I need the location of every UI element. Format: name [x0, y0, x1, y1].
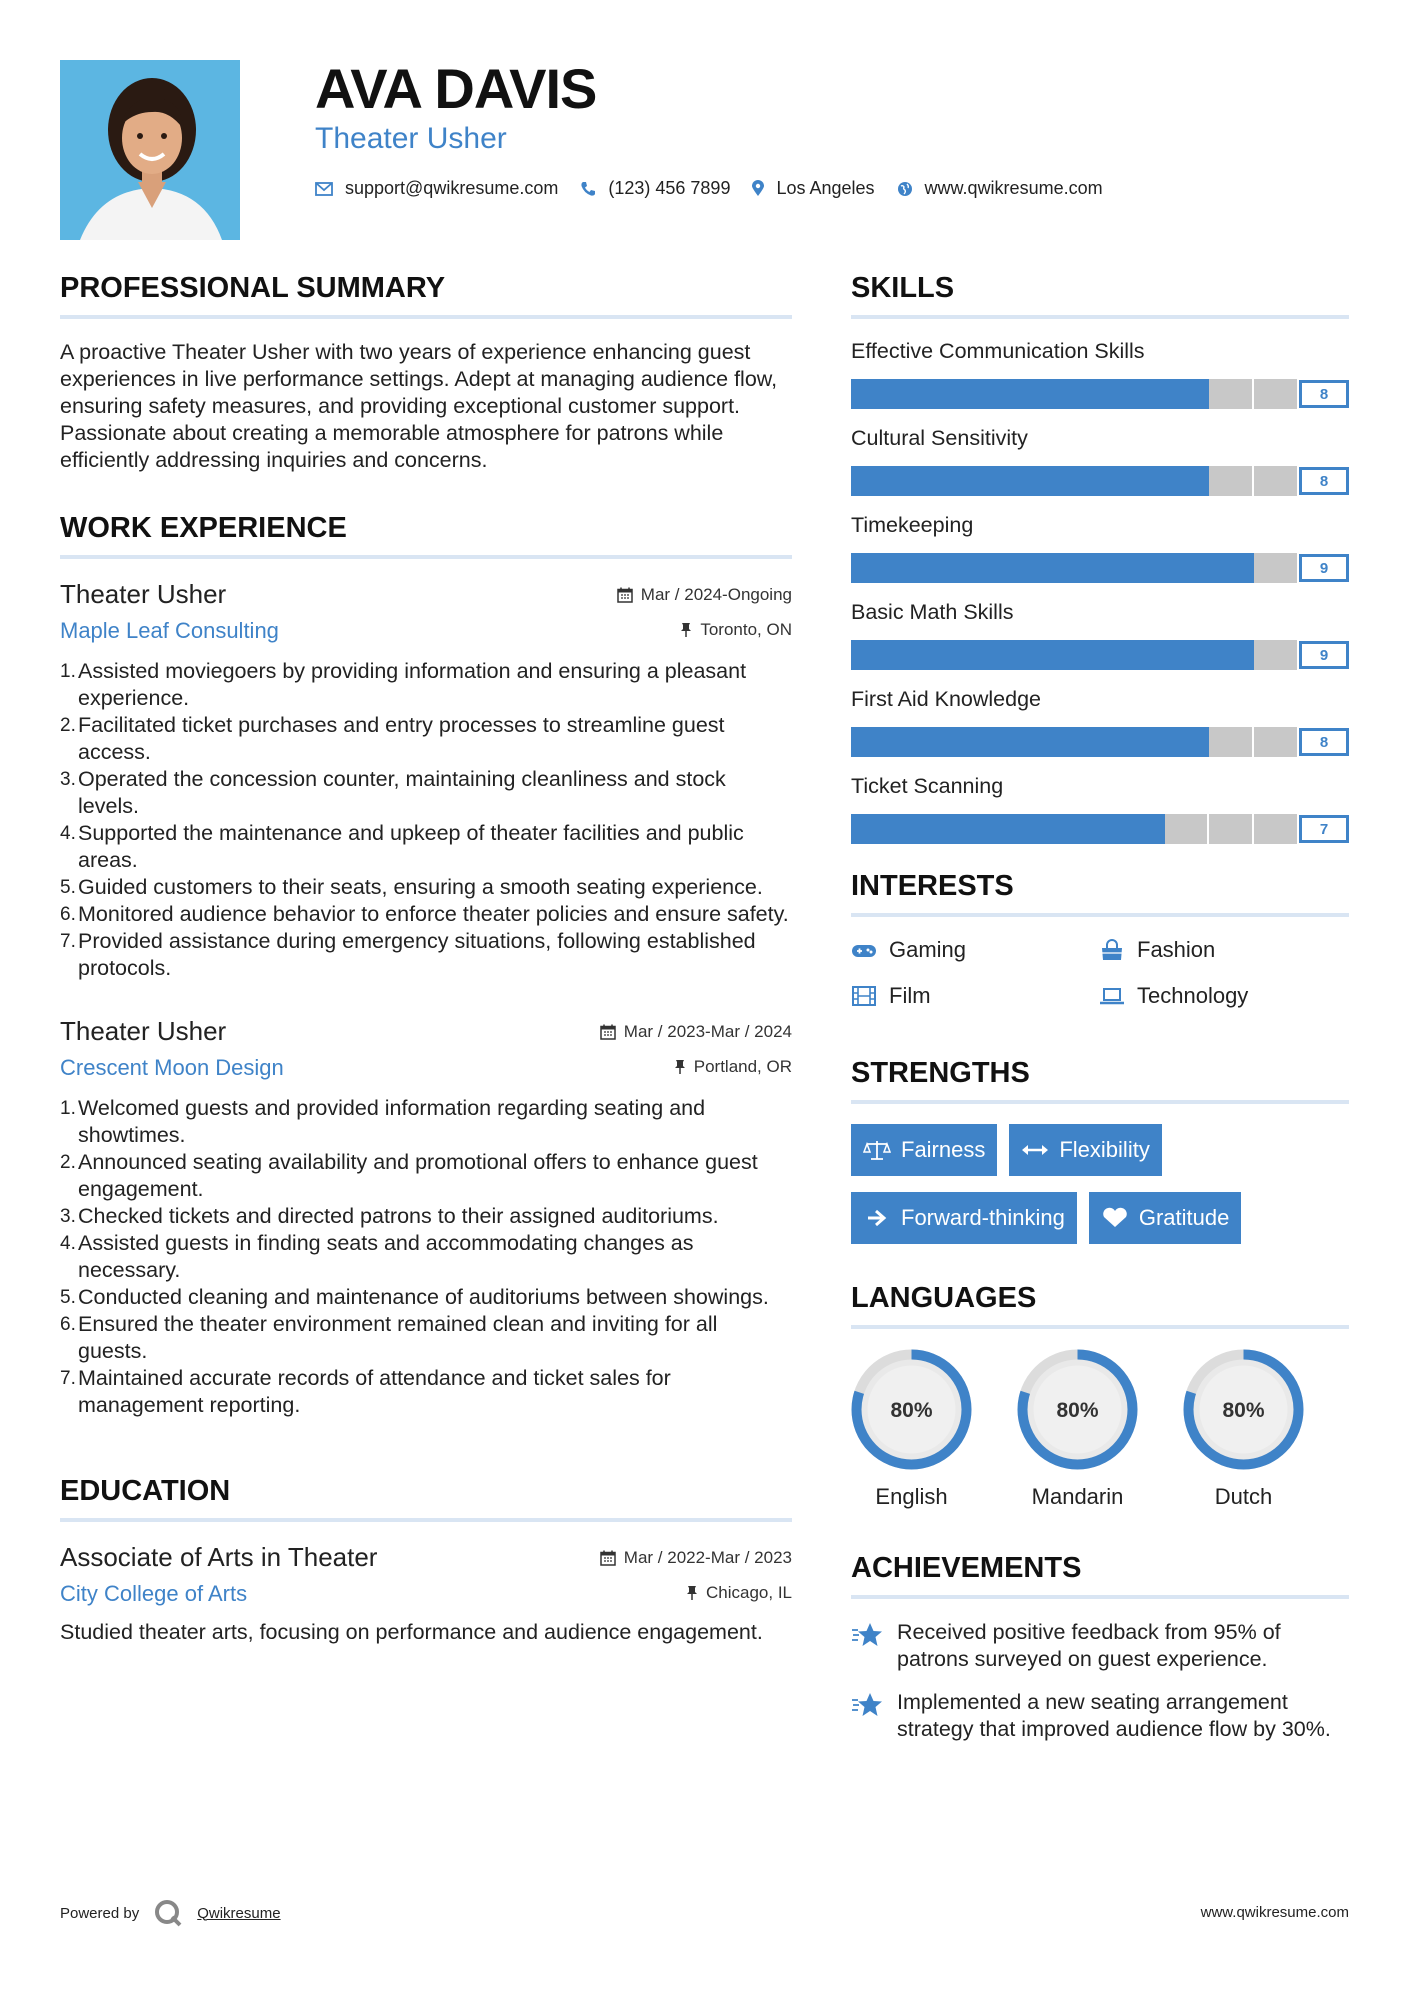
strengths-heading: STRENGTHS — [851, 1057, 1349, 1104]
skill-bar — [851, 379, 1349, 409]
degree-title: Associate of Arts in Theater — [60, 1542, 378, 1572]
strengths-list — [851, 1124, 1349, 1244]
contact-email-text: support@qwikresume.com — [345, 178, 559, 198]
skill-segment-empty — [1254, 814, 1297, 844]
contact-phone[interactable] — [580, 178, 730, 199]
skill-segment-empty — [1254, 553, 1297, 583]
interest-label: Gaming — [889, 937, 967, 962]
skill-segment-filled — [1030, 814, 1075, 844]
job-company: Maple Leaf Consulting — [60, 618, 279, 643]
skill-name: First Aid Knowledge — [851, 687, 1042, 711]
skill-level-badge: 8 — [1299, 380, 1349, 408]
languages-heading: LANGUAGES — [851, 1282, 1349, 1329]
skills-heading: SKILLS — [851, 272, 1349, 319]
strength-label: Flexibility — [1059, 1137, 1150, 1162]
skill-segment-empty — [1209, 466, 1252, 496]
job-location — [674, 1057, 792, 1077]
contact-phone-text: (123) 456 7899 — [608, 178, 731, 198]
skill-segment-filled — [896, 379, 941, 409]
skill-segment-filled — [1165, 553, 1210, 583]
skill-bar — [851, 466, 1349, 496]
interest-label: Fashion — [1137, 937, 1216, 962]
achievement-item — [851, 1689, 1349, 1743]
experience-heading: WORK EXPERIENCE — [60, 512, 792, 559]
list-item: Maintained accurate records of attendance and ticket sales for management reporting. — [78, 1366, 671, 1417]
language-percent: 80% — [890, 1399, 933, 1422]
list-item: Assisted guests in finding seats and accommodating changes as necessary. — [78, 1231, 694, 1282]
skills-list — [851, 339, 1349, 844]
qwikresume-logo-icon — [153, 1898, 183, 1928]
skill-level-badge: 7 — [1299, 815, 1349, 843]
skill-segment-filled — [1030, 727, 1075, 757]
strength-badge — [851, 1192, 1077, 1244]
skill-item — [851, 600, 1349, 670]
job-dates-text: Mar / 2024-Ongoing — [640, 585, 792, 604]
contact-location-text: Los Angeles — [776, 178, 875, 198]
skill-bar — [851, 553, 1349, 583]
skill-segment-filled — [1075, 553, 1120, 583]
achievement-item — [851, 1619, 1349, 1673]
skill-bar — [851, 640, 1349, 670]
contact-email[interactable] — [315, 178, 558, 199]
list-item: Supported the maintenance and upkeep of theater facilities and public areas. — [78, 821, 744, 872]
skill-segment-filled — [985, 466, 1030, 496]
skill-name: Cultural Sensitivity — [851, 426, 1028, 450]
profile-photo-illustration — [60, 60, 240, 240]
star-icon — [851, 1621, 883, 1649]
skill-segment-filled — [1075, 466, 1120, 496]
arrow-right-icon — [863, 1207, 891, 1229]
skill-segment-filled — [1030, 379, 1075, 409]
skill-segment-filled — [941, 379, 986, 409]
footer-powered-by — [60, 1898, 281, 1928]
skill-item — [851, 687, 1349, 757]
job-dates — [600, 1022, 792, 1042]
achievements-heading: ACHIEVEMENTS — [851, 1552, 1349, 1599]
candidate-name: AVA DAVIS — [315, 57, 597, 120]
job-bullets — [60, 1095, 792, 1419]
skill-segment-filled — [1209, 640, 1254, 670]
strength-badge — [1089, 1192, 1242, 1244]
footer-website[interactable]: www.qwikresume.com — [1200, 1904, 1349, 1921]
heart-icon — [1101, 1207, 1129, 1229]
skill-segment-filled — [896, 814, 941, 844]
left-column — [60, 272, 792, 1646]
candidate-title: Theater Usher — [315, 122, 507, 155]
contact-location — [752, 178, 874, 199]
skill-bar — [851, 727, 1349, 757]
skill-segment-filled — [1120, 814, 1165, 844]
list-item: Checked tickets and directed patrons to their assigned auditoriums. — [78, 1204, 719, 1228]
job-title: Theater Usher — [60, 579, 227, 609]
pushpin-icon — [686, 1585, 698, 1601]
skill-level-badge: 8 — [1299, 728, 1349, 756]
skill-segment-filled — [1165, 640, 1210, 670]
skill-level-badge: 9 — [1299, 641, 1349, 669]
strength-badge — [1009, 1124, 1161, 1176]
job-location-text: Toronto, ON — [700, 620, 792, 639]
language-name: English — [875, 1484, 948, 1509]
calendar-icon — [600, 1024, 616, 1040]
skill-segment-filled — [1075, 640, 1120, 670]
education-dates — [600, 1548, 792, 1568]
phone-icon — [580, 181, 596, 197]
skill-segment-empty — [1165, 814, 1208, 844]
strength-label: Fairness — [901, 1137, 986, 1162]
skill-segment-filled — [985, 553, 1030, 583]
skill-segment-filled — [985, 814, 1030, 844]
interest-item — [851, 983, 1099, 1009]
education-location — [686, 1583, 792, 1603]
skill-segment-filled — [985, 727, 1030, 757]
skill-segment-filled — [1030, 640, 1075, 670]
skill-segment-filled — [1120, 466, 1165, 496]
achievement-text: Received positive feedback from 95% of patrons surveyed on guest experience. — [897, 1620, 1281, 1671]
interest-item — [1099, 983, 1347, 1009]
pushpin-icon — [680, 622, 692, 638]
skill-segment-filled — [1165, 466, 1210, 496]
contact-website[interactable] — [897, 178, 1103, 199]
skill-segment-filled — [1209, 553, 1254, 583]
language-percent: 80% — [1056, 1399, 1099, 1422]
calendar-icon — [617, 587, 633, 603]
list-item: Monitored audience behavior to enforce theater policies and ensure safety. — [78, 902, 789, 926]
skill-segment-filled — [941, 814, 986, 844]
contact-bar — [315, 178, 1125, 199]
summary-heading: PROFESSIONAL SUMMARY — [60, 272, 792, 319]
calendar-icon — [600, 1550, 616, 1566]
language-ring — [851, 1349, 972, 1470]
languages-list — [851, 1349, 1349, 1510]
interests-heading: INTERESTS — [851, 870, 1349, 917]
skill-name: Timekeeping — [851, 513, 974, 537]
skill-segment-empty — [1254, 466, 1297, 496]
map-pin-icon — [752, 180, 764, 197]
language-name: Dutch — [1214, 1484, 1273, 1509]
language-name: Mandarin — [1031, 1484, 1124, 1509]
strength-badge — [851, 1124, 997, 1176]
skill-level-badge: 9 — [1299, 554, 1349, 582]
skill-segment-filled — [851, 553, 896, 583]
pushpin-icon — [674, 1059, 686, 1075]
contact-website-text: www.qwikresume.com — [924, 178, 1103, 198]
skill-name: Effective Communication Skills — [851, 339, 1145, 363]
skill-segment-filled — [896, 727, 941, 757]
film-icon — [851, 985, 877, 1007]
skill-name: Basic Math Skills — [851, 600, 1014, 624]
job-dates-text: Mar / 2023-Mar / 2024 — [623, 1022, 792, 1041]
gamepad-icon — [851, 939, 877, 961]
skill-segment-filled — [1165, 727, 1210, 757]
language-item — [1183, 1349, 1304, 1510]
skill-segment-filled — [851, 814, 896, 844]
skill-segment-filled — [1120, 379, 1165, 409]
balance-scale-icon — [863, 1139, 891, 1161]
skill-segment-filled — [851, 466, 896, 496]
profile-photo — [60, 60, 240, 240]
skill-item — [851, 774, 1349, 844]
skill-segment-filled — [1030, 553, 1075, 583]
skill-segment-empty — [1209, 379, 1252, 409]
skill-segment-filled — [1075, 379, 1120, 409]
skill-item — [851, 513, 1349, 583]
shopping-bag-icon — [1099, 939, 1125, 961]
skill-segment-filled — [1165, 379, 1210, 409]
skill-segment-filled — [985, 379, 1030, 409]
job-company: Crescent Moon Design — [60, 1055, 284, 1080]
skill-item — [851, 339, 1349, 409]
language-ring — [1183, 1349, 1304, 1470]
skill-segment-filled — [985, 640, 1030, 670]
star-icon — [851, 1691, 883, 1719]
job-location-text: Portland, OR — [693, 1057, 792, 1076]
interest-label: Technology — [1137, 983, 1249, 1008]
achievements-list — [851, 1619, 1349, 1743]
job-title: Theater Usher — [60, 1016, 227, 1046]
education-dates-text: Mar / 2022-Mar / 2023 — [623, 1548, 792, 1567]
school-name: City College of Arts — [60, 1581, 248, 1606]
skill-segment-filled — [896, 553, 941, 583]
skill-segment-empty — [1254, 727, 1297, 757]
list-item: Guided customers to their seats, ensuring a smooth seating experience. — [78, 875, 763, 899]
achievement-text: Implemented a new seating arrangement strategy that improved audience flow by 30%. — [897, 1690, 1331, 1741]
skill-segment-filled — [851, 640, 896, 670]
job-location — [680, 620, 792, 640]
list-item: Provided assistance during emergency situations, following established protocols. — [78, 929, 756, 980]
job-bullets — [60, 658, 792, 982]
skill-segment-filled — [851, 727, 896, 757]
list-item: Announced seating availability and promotional offers to enhance guest engagement. — [78, 1150, 758, 1201]
skill-segment-filled — [851, 379, 896, 409]
interest-item — [851, 937, 1099, 963]
skill-segment-filled — [896, 466, 941, 496]
globe-icon — [897, 181, 913, 197]
skill-bar — [851, 814, 1349, 844]
list-item: Conducted cleaning and maintenance of auditoriums between showings. — [78, 1285, 769, 1309]
interest-item — [1099, 937, 1347, 963]
qwikresume-link[interactable]: Qwikresume — [197, 1904, 281, 1922]
list-item: Assisted moviegoers by providing information and ensuring a pleasant experience. — [78, 659, 747, 710]
skill-name: Ticket Scanning — [851, 774, 1004, 798]
skill-segment-filled — [1075, 727, 1120, 757]
strength-label: Gratitude — [1138, 1205, 1230, 1230]
summary-text: A proactive Theater Usher with two years of experience enhancing guest experiences in live performance settings. Adept at managing audience flow, ensuring safety measures, and providing exceptional customer support. Passionate about creating a memorable atmosphere for patrons while efficiently addressing inquiries and concerns. — [60, 340, 778, 472]
language-item — [851, 1349, 972, 1510]
skill-segment-filled — [1120, 727, 1165, 757]
job-entry — [60, 579, 792, 982]
skill-segment-filled — [1075, 814, 1120, 844]
laptop-icon — [1099, 985, 1125, 1007]
skill-segment-filled — [941, 640, 986, 670]
right-column — [851, 272, 1349, 1759]
job-dates — [617, 585, 792, 605]
skill-level-badge: 8 — [1299, 467, 1349, 495]
skill-segment-filled — [941, 727, 986, 757]
skill-segment-empty — [1209, 814, 1252, 844]
skill-segment-filled — [1120, 553, 1165, 583]
skill-segment-empty — [1209, 727, 1252, 757]
skill-segment-filled — [941, 553, 986, 583]
skill-segment-empty — [1254, 379, 1297, 409]
job-entry — [60, 1016, 792, 1419]
language-percent: 80% — [1222, 1399, 1265, 1422]
skill-segment-filled — [1030, 466, 1075, 496]
interests-list — [851, 937, 1349, 1009]
skill-segment-filled — [896, 640, 941, 670]
list-item: Operated the concession counter, maintaining cleanliness and stock levels. — [78, 767, 726, 818]
powered-by-label: Powered by — [60, 1904, 140, 1922]
skill-segment-filled — [941, 466, 986, 496]
list-item: Facilitated ticket purchases and entry processes to streamline guest access. — [78, 713, 725, 764]
list-item: Ensured the theater environment remained clean and inviting for all guests. — [78, 1312, 718, 1363]
list-item: Welcomed guests and provided information regarding seating and showtimes. — [78, 1096, 706, 1147]
language-item — [1017, 1349, 1138, 1510]
education-heading: EDUCATION — [60, 1475, 792, 1522]
envelope-icon — [315, 182, 333, 196]
language-ring — [1017, 1349, 1138, 1470]
education-location-text: Chicago, IL — [706, 1583, 792, 1602]
skill-segment-filled — [1120, 640, 1165, 670]
arrows-horizontal-icon — [1021, 1139, 1049, 1161]
strength-label: Forward-thinking — [901, 1205, 1065, 1230]
education-entry — [60, 1542, 792, 1646]
skill-item — [851, 426, 1349, 496]
interest-label: Film — [889, 983, 931, 1008]
education-description: Studied theater arts, focusing on performance and audience engagement. — [60, 1620, 763, 1644]
skill-segment-empty — [1254, 640, 1297, 670]
